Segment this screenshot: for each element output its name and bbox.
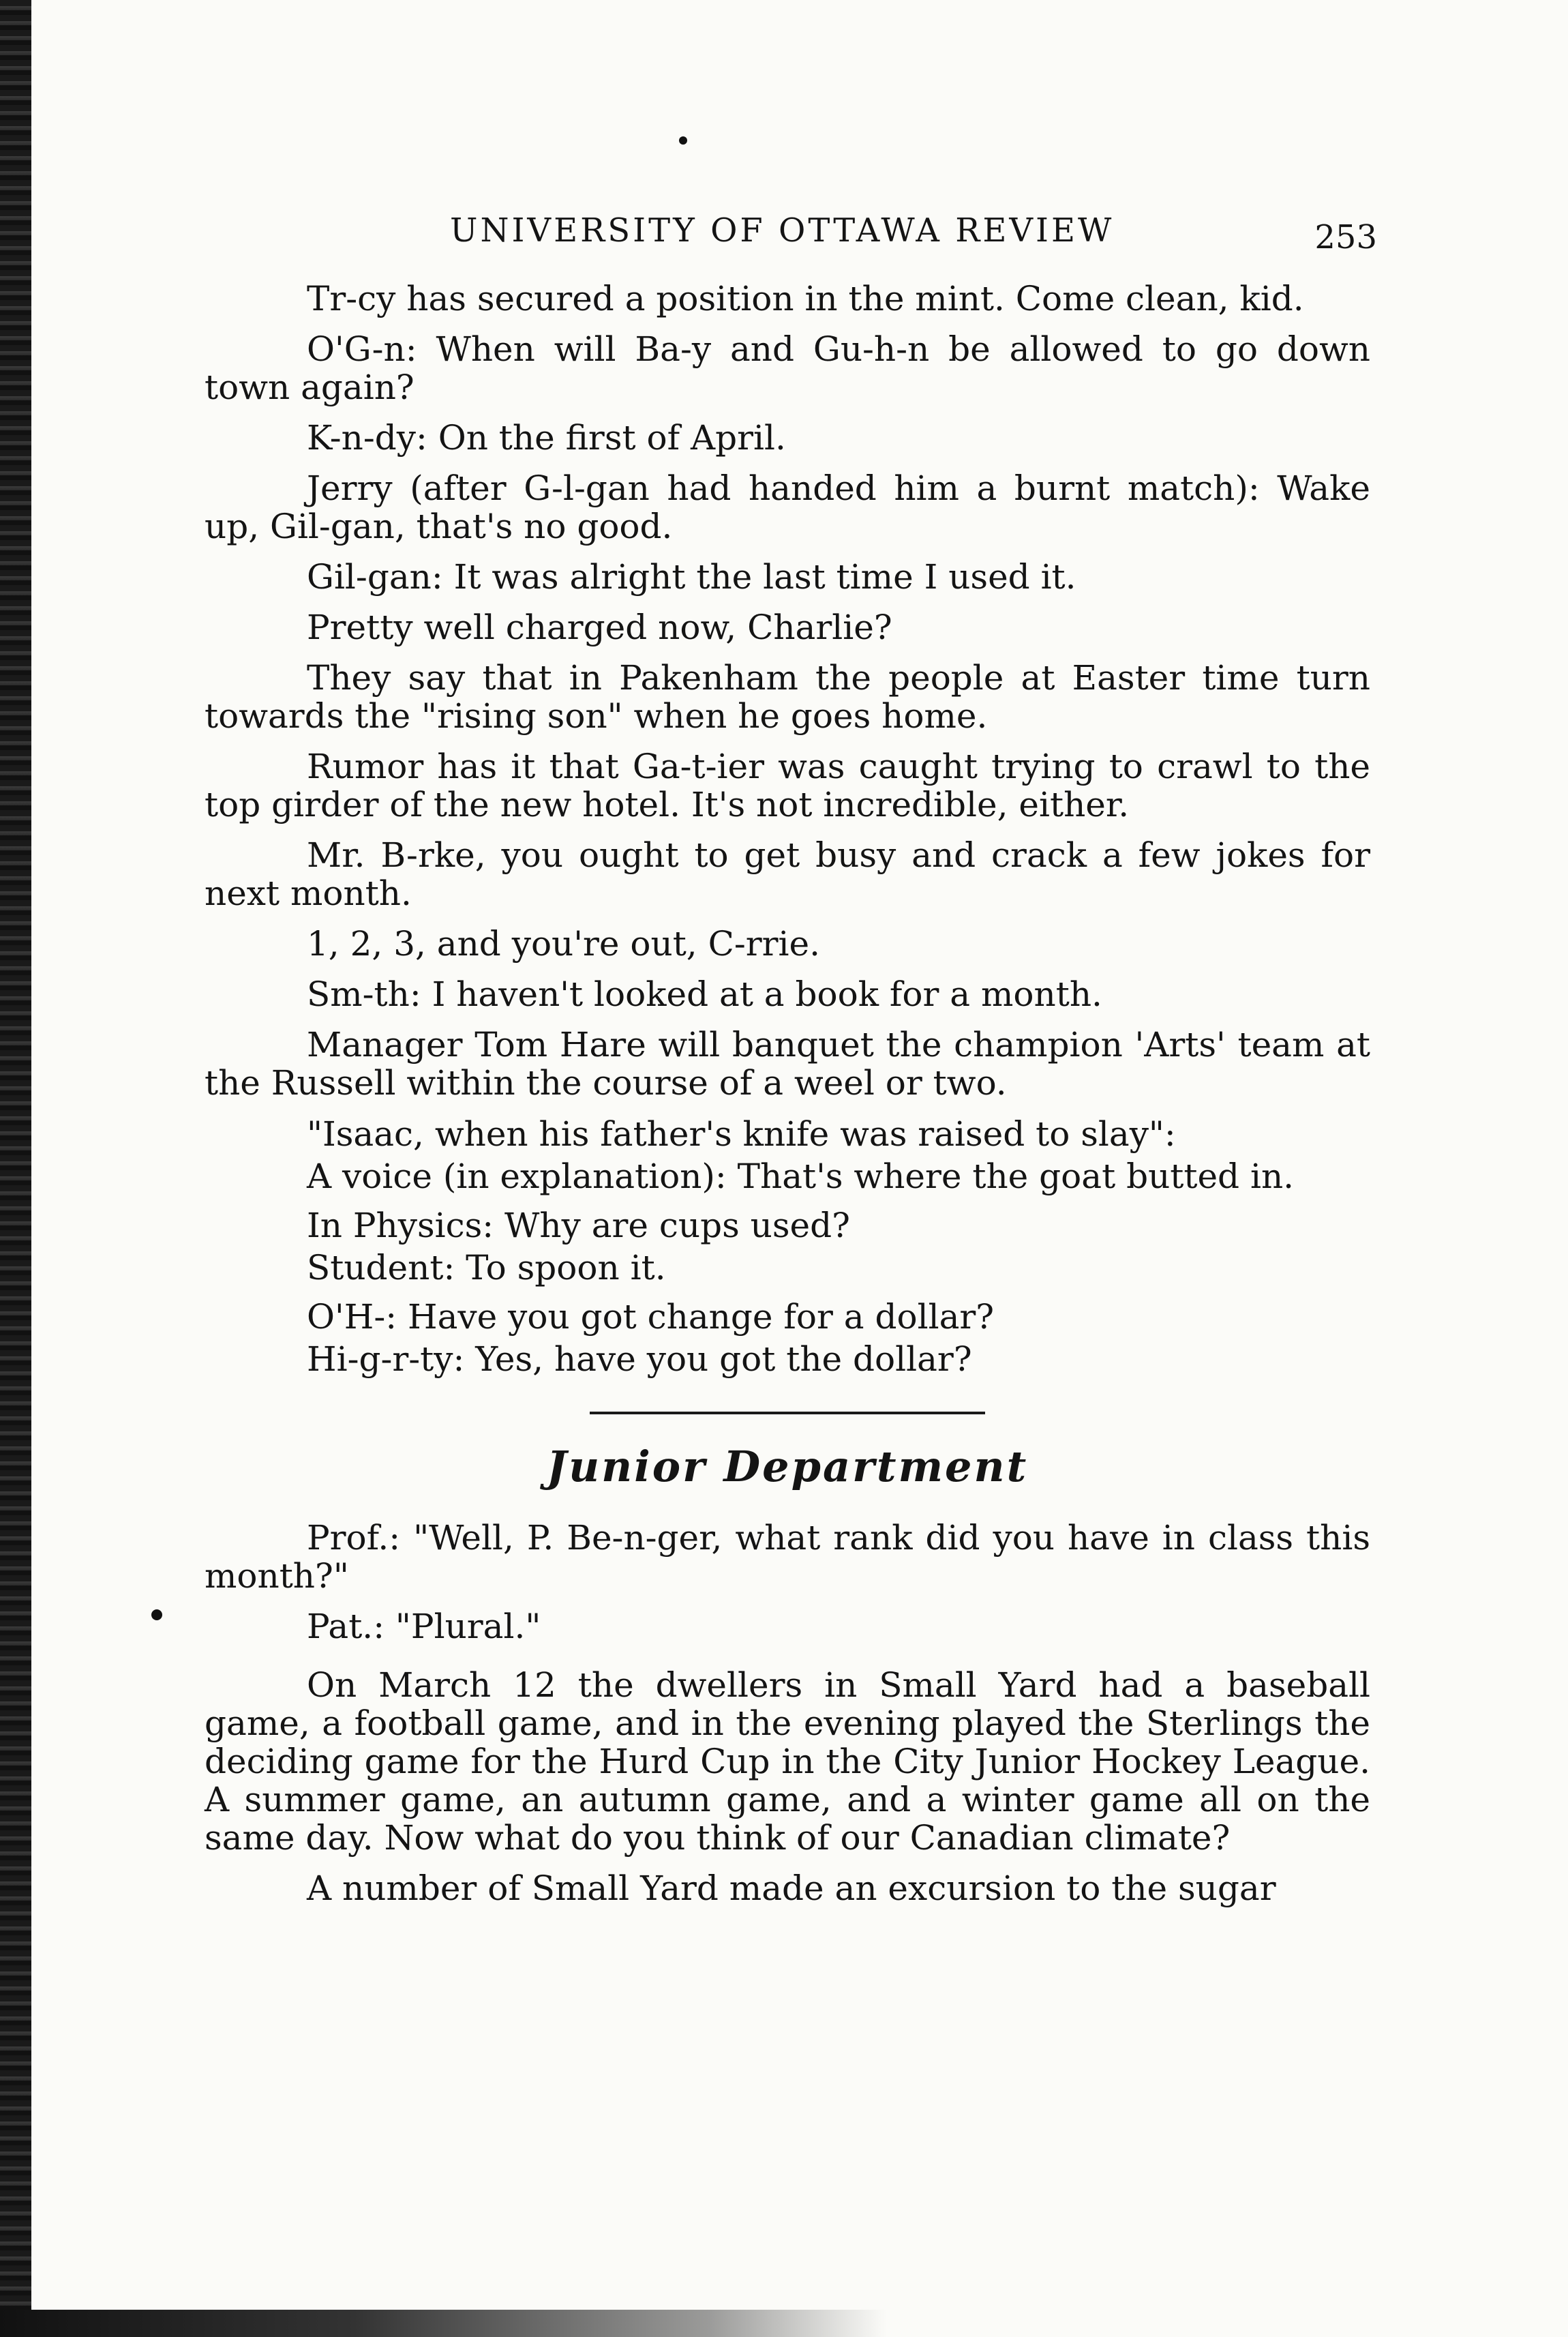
joke-paragraph: Mr. B-rke, you ought to get busy and crack a few jokes for next month. bbox=[205, 835, 1370, 913]
joke-paragraph: Pretty well charged now, Charlie? bbox=[307, 608, 892, 647]
section-title: Junior Department bbox=[546, 1442, 1029, 1491]
dialogue-block bbox=[205, 1297, 1370, 1379]
page-number: 253 bbox=[1314, 218, 1377, 256]
running-head bbox=[205, 198, 1377, 280]
scan-speck bbox=[151, 1609, 162, 1620]
dialogue-block bbox=[205, 1206, 1370, 1287]
section-divider bbox=[590, 1412, 985, 1414]
document-page bbox=[205, 198, 1377, 2257]
joke-paragraph: Rumor has it that Ga-t-ier was caught trying to crawl to the top girder of the new hotel. It's not incredible, either. bbox=[205, 747, 1370, 824]
joke-paragraph: Manager Tom Hare will banquet the champion 'Arts' team at the Russell within the course of a weel or two. bbox=[205, 1025, 1370, 1103]
dialogue-line: In Physics: Why are cups used? bbox=[307, 1206, 850, 1245]
joke-paragraph: They say that in Pakenham the people at Easter time turn towards the "rising son" when he goes home. bbox=[205, 658, 1370, 736]
junior-paragraph: Prof.: "Well, P. Be-n-ger, what rank did you have in class this month?" bbox=[205, 1518, 1370, 1596]
joke-paragraph: Jerry (after G-l-gan had handed him a burnt match): Wake up, Gil-gan, that's no good. bbox=[205, 468, 1370, 546]
running-title: UNIVERSITY OF OTTAWA REVIEW bbox=[450, 211, 1115, 250]
junior-paragraph: On March 12 the dwellers in Small Yard had a baseball game, a football game, and in the evening played the Sterlings the deciding game for the Hurd Cup in the City Junior Hockey League. A summer game, an autumn game, and a winter game all on the same day. Now what do you think of our Canadian climate? bbox=[205, 1665, 1370, 1858]
joke-paragraph: Tr-cy has secured a position in the mint. Come clean, kid. bbox=[307, 279, 1304, 318]
dialogue-line: A voice (in explanation): That's where the goat butted in. bbox=[307, 1157, 1295, 1196]
dialogue-line: O'H-: Have you got change for a dollar? bbox=[307, 1297, 995, 1337]
joke-paragraph: 1, 2, 3, and you're out, C-rrie. bbox=[307, 924, 821, 964]
junior-paragraph: Pat.: "Plural." bbox=[307, 1607, 541, 1646]
joke-paragraph: Sm-th: I haven't looked at a book for a month. bbox=[307, 974, 1102, 1014]
junior-paragraph: A number of Small Yard made an excursion to the sugar bbox=[307, 1869, 1276, 1908]
dialogue-line: "Isaac, when his father's knife was raised to slay": bbox=[307, 1114, 1176, 1154]
scan-border-bottom bbox=[0, 2310, 886, 2337]
scan-speck bbox=[679, 136, 687, 145]
dialogue-line: Hi-g-r-ty: Yes, have you got the dollar? bbox=[307, 1339, 972, 1379]
scan-border-left bbox=[0, 0, 31, 2337]
dialogue-line: Student: To spoon it. bbox=[307, 1248, 666, 1287]
joke-paragraph: O'G-n: When will Ba-y and Gu-h-n be allowed to go down town again? bbox=[205, 329, 1370, 407]
joke-paragraph: K-n-dy: On the first of April. bbox=[307, 418, 786, 458]
joke-paragraph: Gil-gan: It was alright the last time I used it. bbox=[307, 557, 1076, 597]
dialogue-block bbox=[205, 1114, 1370, 1196]
